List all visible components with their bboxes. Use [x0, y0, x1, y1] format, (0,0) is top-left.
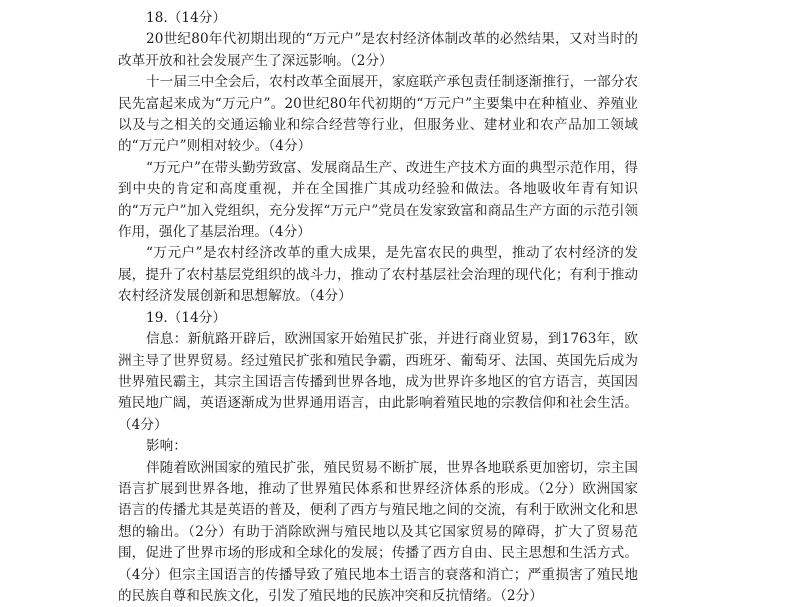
q18-paragraph-3: “万元户”在带头勤劳致富、发展商品生产、改进生产技术方面的典型示范作用，得到中央的肯定和高度重视，并在全国推广其成功经验和做法。各地吸收年青有知识的“万元户”加入党组织，充分发挥“万元户”党员在发家致富和商品生产方面的示范引领作用，强化了基层治理。（4分）	[118, 159, 638, 241]
q19-info-paragraph: 信息：新航路开辟后，欧洲国家开始殖民扩张，并进行商业贸易，到1763年，欧洲主导了世界贸易。经过殖民扩张和殖民争霸，西班牙、葡萄牙、法国、英国先后成为世界殖民霸主，其宗主国语言传播到世界各地，成为世界许多地区的官方语言，英国因殖民地广阔，英语逐渐成为世界通用语言，由此影响着殖民地的宗教信仰和社会生活。（4分）	[118, 331, 638, 433]
q18-paragraph-1: 20世纪80年代初期出现的“万元户”是农村经济体制改革的必然结果，又对当时的改革开放和社会发展产生了深远影响。（2分）	[118, 31, 638, 69]
q18-paragraph-2: 十一届三中全会后，农村改革全面展开，家庭联产承包责任制逐渐推行，一部分农民先富起来成为“万元户”。20世纪80年代初期的“万元户”主要集中在种植业、养殖业以及与之相关的交通运输业和综合经营等行业，但服务业、建材业和农产品加工领域的“万元户”则相对较少。（4分）	[118, 74, 638, 155]
q19-impact-paragraph: 伴随着欧洲国家的殖民扩张，殖民贸易不断扩展，世界各地联系更加密切，宗主国语言扩展到世界各地，推动了世界殖民体系和世界经济体系的形成。（2分）欧洲国家语言的传播尤其是英语的普及，便利了西方与殖民地之间的交流，有利于欧洲文化和思想的输出。（2分）有助于消除欧洲与殖民地以及其它国家贸易的障碍，扩大了贸易范围，促进了世界市场的形成和全球化的发展；传播了西方自由、民主思想和生活方式。（4分）但宗主国语言的传播导致了殖民地本土语言的衰落和消亡；严重损害了殖民地的民族自尊和民族文化，引发了殖民地的民族冲突和反抗情绪。（2分）	[118, 459, 638, 604]
q18-paragraph-4: “万元户”是农村经济改革的重大成果，是先富农民的典型，推动了农村经济的发展，提升了农村基层党组织的战斗力，推动了农村基层社会治理的现代化；有利于推动农村经济发展创新和思想解放。（4分）	[118, 245, 638, 305]
answer-sheet	[118, 8, 638, 607]
q19-impact-label: 影响：	[146, 438, 187, 455]
q19-heading: 19.（14分）	[146, 309, 227, 326]
q18-heading: 18.（14分）	[146, 10, 227, 26]
